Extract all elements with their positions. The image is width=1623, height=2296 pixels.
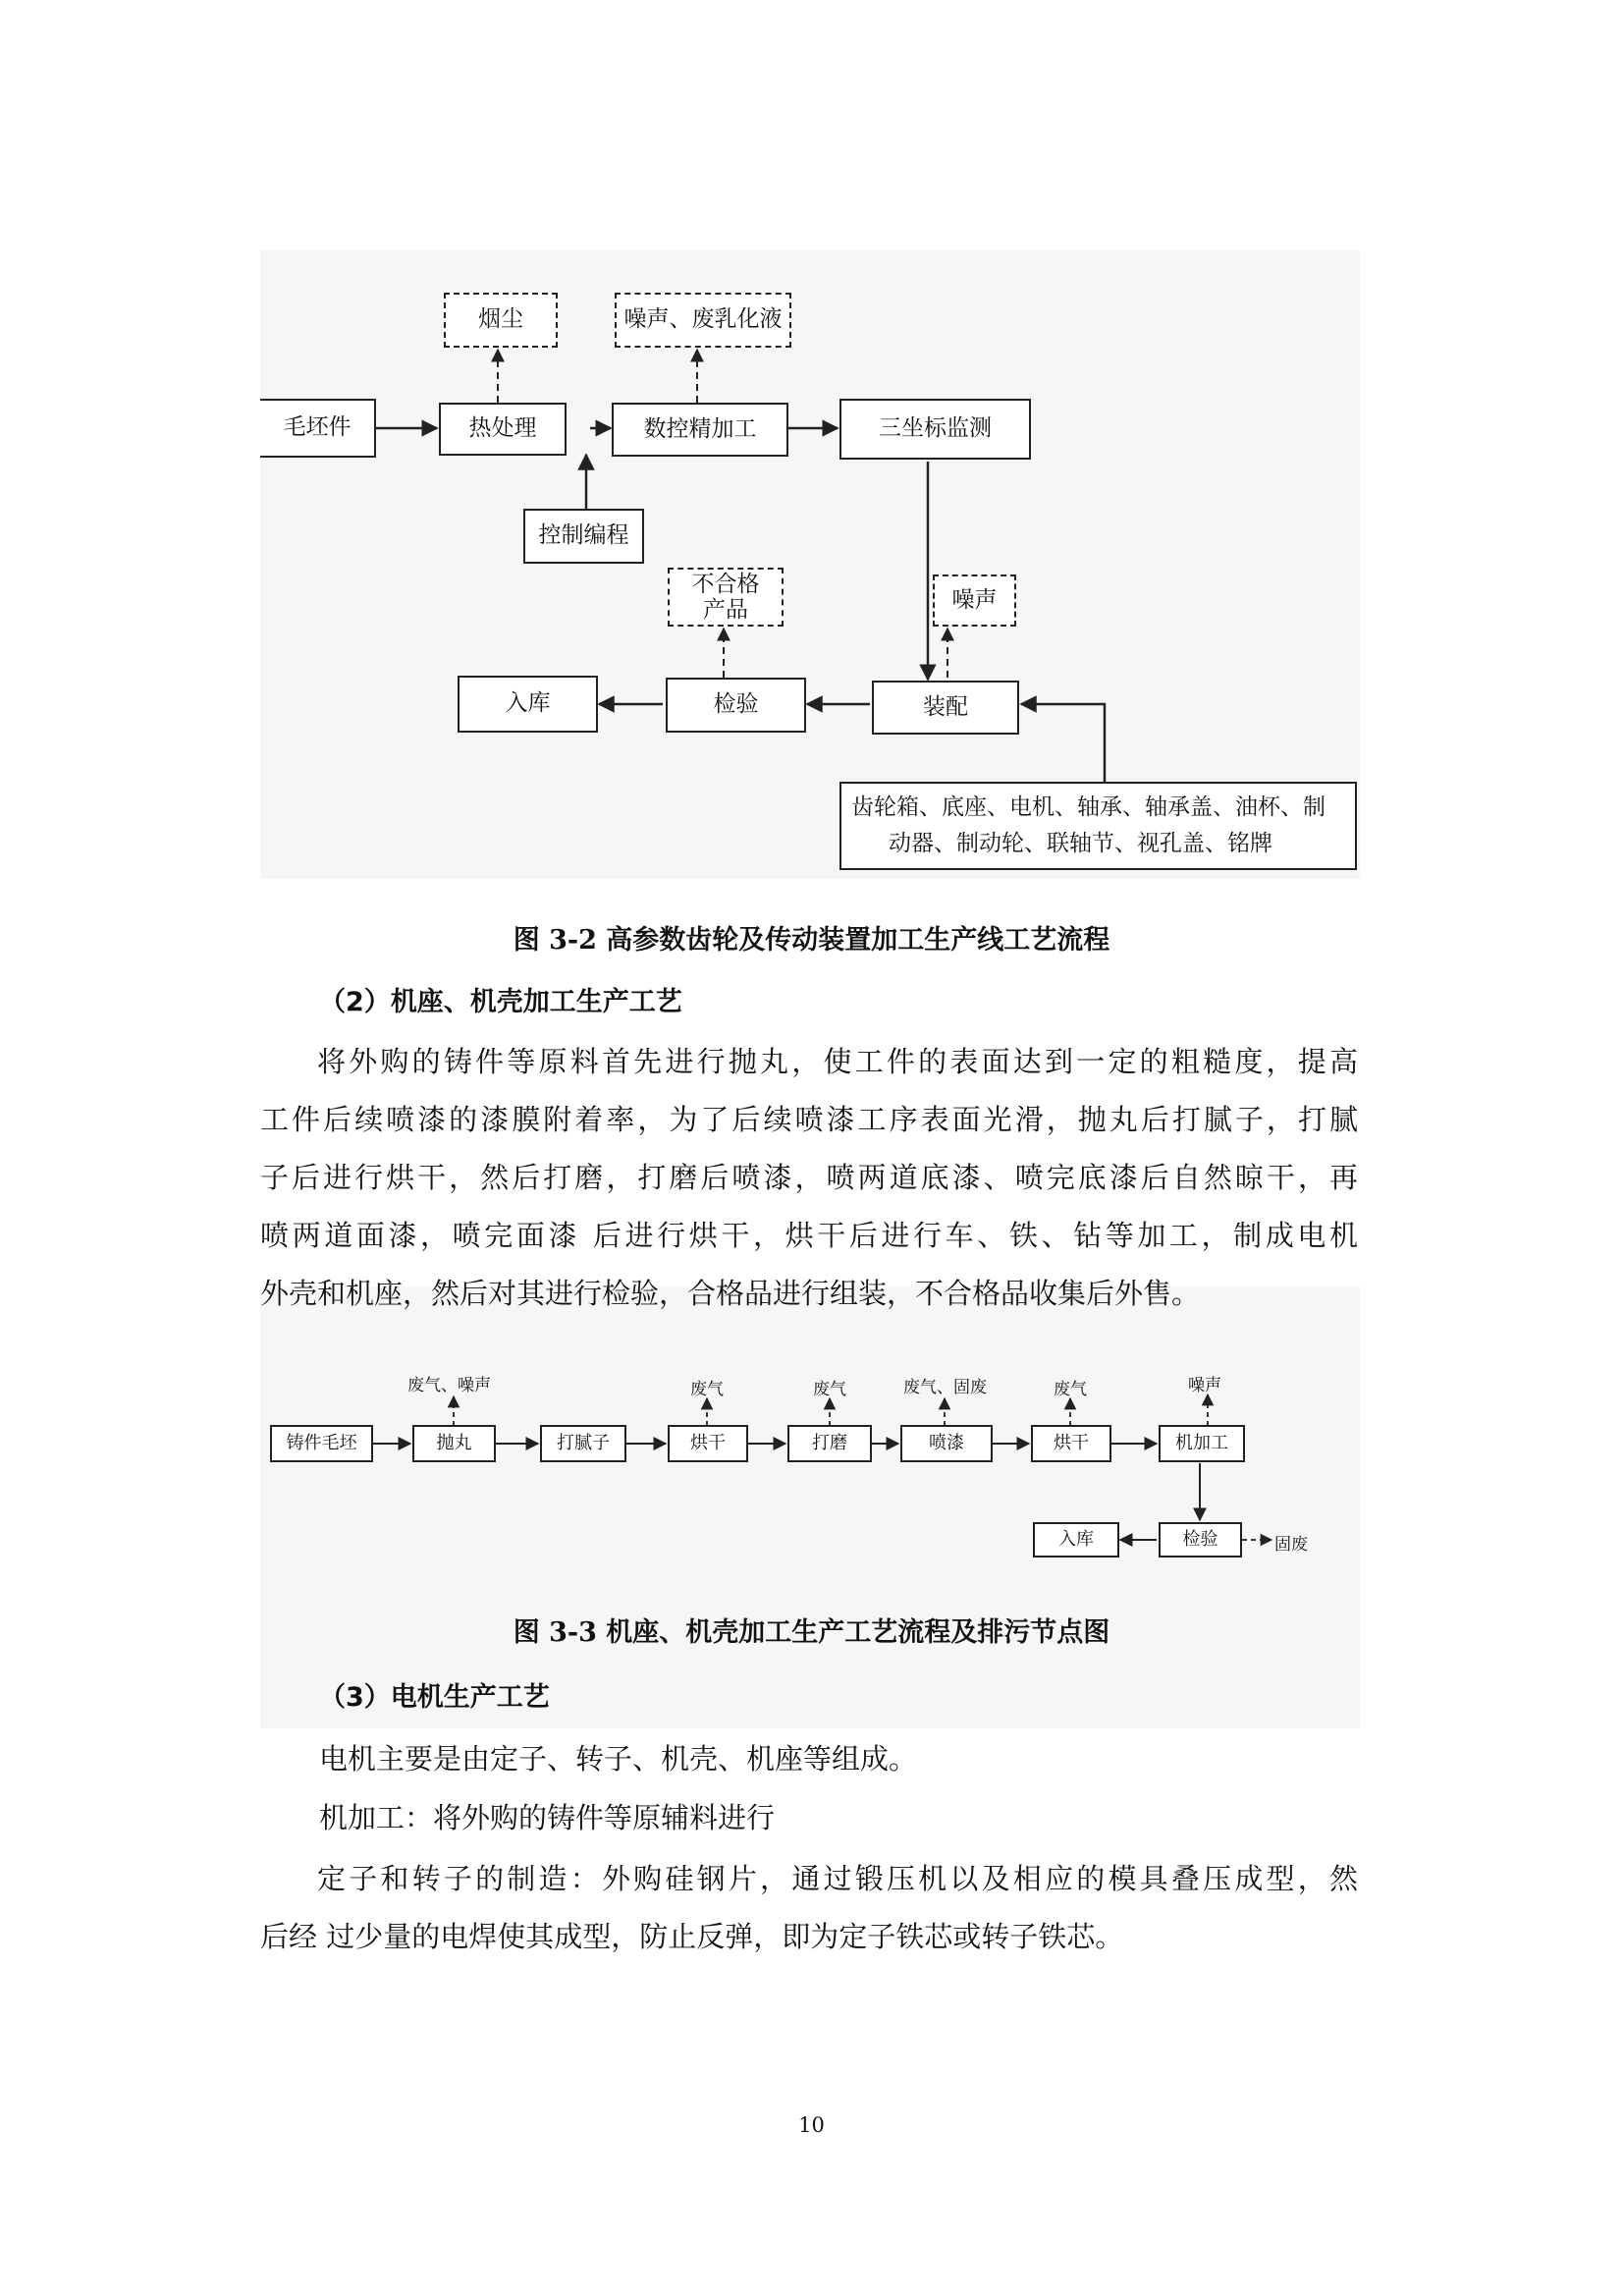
machining-box: 机加工 [1159, 1425, 1245, 1462]
figure-3-2-caption: 图 3-2 高参数齿轮及传动装置加工生产线工艺流程 [513, 925, 1110, 956]
casting-blank-box: 铸件毛坯 [270, 1425, 373, 1462]
nonconforming-label-line2: 产品 [703, 597, 748, 623]
final-storage-box: 入库 [1033, 1522, 1119, 1558]
drying-box-1: 烘干 [668, 1425, 748, 1462]
stator-line-1: 定子和转子的制造：外购硅钢片，通过锻压机以及相应的模具叠压成型，然 [317, 1862, 1358, 1895]
figure-3-3-caption: 图 3-3 机座、机壳加工生产工艺流程及排污节点图 [513, 1617, 1110, 1648]
cnc-machining-box: 数控精加工 [612, 403, 788, 457]
paragraph-line-5: 外壳和机座，然后对其进行检验，合格品进行组装，不合格品收集后外售。 [260, 1277, 1201, 1310]
putty-box: 打腻子 [540, 1425, 626, 1462]
rough-blank-box: 毛坯件 [260, 399, 376, 458]
emission-shot-blast: 废气、噪声 [407, 1376, 491, 1395]
dust-emission-box: 烟尘 [444, 293, 558, 348]
drying-box-2: 烘干 [1031, 1425, 1111, 1462]
paragraph-line-1: 将外购的铸件等原料首先进行抛丸，使工件的表面达到一定的粗糙度，提高 [317, 1045, 1358, 1078]
motor-intro-paragraph: 电机主要是由定子、转子、机壳、机座等组成。 [319, 1742, 918, 1776]
emission-dry-1: 废气 [690, 1380, 724, 1399]
cmm-inspection-box: 三坐标监测 [839, 399, 1031, 460]
inspection-box: 检验 [666, 678, 806, 733]
control-programming-box: 控制编程 [523, 509, 644, 564]
page-number: 10 [798, 2113, 825, 2137]
nonconforming-label-line1: 不合格 [691, 571, 760, 597]
assembly-box: 装配 [872, 681, 1019, 735]
paragraph-line-2: 工件后续喷漆的漆膜附着率，为了后续喷漆工序表面光滑，抛丸后打腻子，打腻 [260, 1103, 1358, 1136]
assembly-noise-emission-box: 噪声 [933, 574, 1016, 627]
emission-dry-2: 废气 [1054, 1380, 1087, 1399]
final-inspection-box: 检验 [1159, 1522, 1242, 1558]
noise-emulsion-emission-box: 噪声、废乳化液 [615, 293, 791, 348]
emission-machining: 噪声 [1188, 1376, 1221, 1395]
stator-rotor-paragraph [260, 1850, 1358, 1966]
machining-paragraph: 机加工：将外购的铸件等原辅料进行 [319, 1801, 776, 1834]
emission-grind: 废气 [813, 1380, 846, 1399]
parts-list-line1: 齿轮箱、底座、电机、轴承、轴承盖、油杯、制 [851, 794, 1325, 821]
emission-solid-waste: 固废 [1274, 1535, 1308, 1555]
paragraph-line-4: 喷两道面漆，喷完面漆 后进行烘干，烘干后进行车、铁、钻等加工，制成电机 [260, 1219, 1358, 1252]
painting-box: 喷漆 [900, 1425, 993, 1462]
section-3-heading: （3）电机生产工艺 [319, 1682, 550, 1713]
heat-treatment-box: 热处理 [439, 403, 567, 456]
grinding-box: 打磨 [787, 1425, 872, 1462]
section-2-heading: （2）机座、机壳加工生产工艺 [319, 987, 682, 1017]
emission-paint: 废气、固废 [903, 1378, 987, 1397]
shot-blasting-box: 抛丸 [412, 1425, 496, 1462]
storage-box: 入库 [458, 676, 598, 733]
stator-line-2: 后经 过少量的电焊使其成型，防止反弹，即为定子铁芯或转子铁芯。 [260, 1920, 1124, 1953]
paragraph-line-3: 子后进行烘干，然后打磨，打磨后喷漆，喷两道底漆、喷完底漆后自然晾干，再 [260, 1161, 1358, 1194]
parts-list-line2: 动器、制动轮、联轴节、视孔盖、铭牌 [889, 831, 1272, 856]
